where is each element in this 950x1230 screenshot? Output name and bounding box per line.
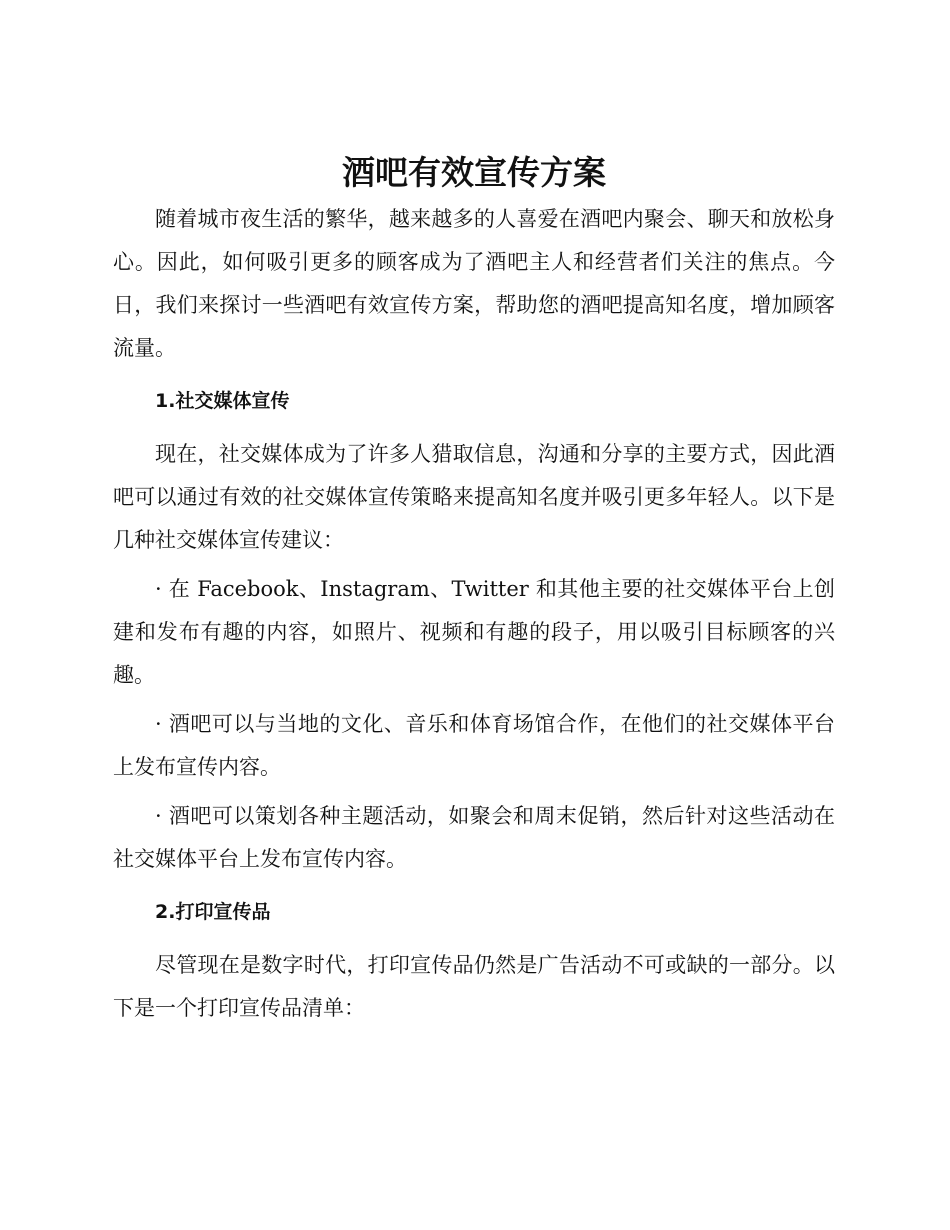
document-body [113,148,835,1030]
bullet-item: · 酒吧可以策划各种主题活动，如聚会和周末促销，然后针对这些活动在社交媒体平台上发布宣传内容。 [113,804,835,871]
intro-paragraph: 随着城市夜生活的繁华，越来越多的人喜爱在酒吧内聚会、聊天和放松身心。因此，如何吸引更多的顾客成为了酒吧主人和经营者们关注的焦点。今日，我们来探讨一些酒吧有效宣传方案，帮助您的酒吧提高知名度，增加顾客流量。 [113,207,835,360]
print-materials-paragraph: 尽管现在是数字时代，打印宣传品仍然是广告活动不可或缺的一部分。以下是一个打印宣传品清单： [113,953,835,1020]
bullet-item: · 酒吧可以与当地的文化、音乐和体育场馆合作，在他们的社交媒体平台上发布宣传内容。 [113,712,835,779]
section-heading-social-media: 1.社交媒体宣传 [155,390,290,412]
social-media-paragraph: 现在，社交媒体成为了许多人猎取信息，沟通和分享的主要方式，因此酒吧可以通过有效的社交媒体宣传策略来提高知名度并吸引更多年轻人。以下是几种社交媒体宣传建议： [113,442,835,552]
bullet-item: · 在 Facebook、Instagram、Twitter 和其他主要的社交媒体平台上创建和发布有趣的内容，如照片、视频和有趣的段子，用以吸引目标顾客的兴趣。 [113,577,835,687]
section-heading-print-materials: 2.打印宣传品 [155,901,271,923]
document-title: 酒吧有效宣传方案 [342,153,606,192]
